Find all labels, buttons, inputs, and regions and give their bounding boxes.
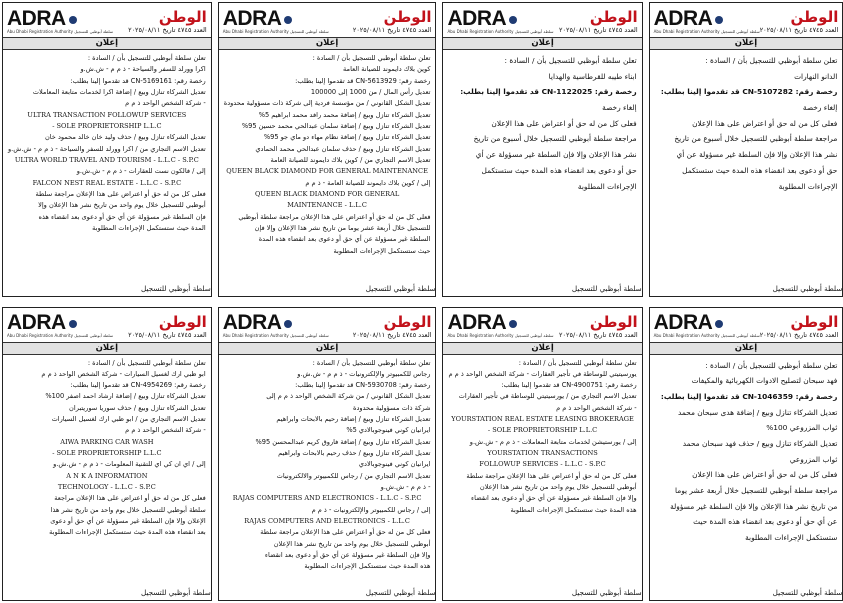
notice-line: رخصة رقم: CN-5613929 قد تقدموا إلينا بطلب: xyxy=(295,76,431,85)
notice-line: تعديل الشركاء تنازل وبيع / إضافة هدى سبحان محمد xyxy=(678,407,838,417)
adra-subtitle: Abu Dhabi Registration Authority سلطة أبوظبي للتسجيل xyxy=(447,28,554,34)
adra-wordmark: ADRA xyxy=(222,311,282,334)
notice-line: تعديل الشركاء تنازل وبيع / حذف رحيم بالابحات وابراهيم xyxy=(278,449,431,458)
newspaper-masthead xyxy=(760,313,839,339)
notice-masthead xyxy=(219,308,436,342)
logo-dot-icon xyxy=(715,16,723,24)
adra-wordmark: ADRA xyxy=(653,6,713,30)
notice-line: فعلى كل من له حق أو اعتراض على هذا الإعلان xyxy=(692,118,838,128)
notice-signature: سلطة أبوظبي للتسجيل xyxy=(571,588,642,597)
notice-line: RAJAS COMPUTERS AND ELECTRONICS - L.L.C xyxy=(244,517,410,526)
adra-wordmark: ADRA xyxy=(222,6,282,30)
notice-title: إعلان xyxy=(219,37,436,50)
notice-line: - شركة الشخص الواحد ذ م م xyxy=(556,403,637,412)
notice-line: عن أي حق أو دعوى بعد انقضاء هذه المدة حيث xyxy=(693,517,838,527)
newspaper-masthead xyxy=(559,313,638,339)
notice-line: بعد انقضاء هذه المدة حيث ستستكمل الإجراءات المطلوبة xyxy=(49,528,206,537)
notice-line: تعديل الشركاء تنازل وبيع / إضافة نظام مهاء دو ماي جو 95% xyxy=(263,133,431,142)
notice-line: تعلن سلطة أبوظبي للتسجيل بأن / السادة : xyxy=(705,56,838,65)
notice-line: أبوظبي للتسجيل خلال يوم واحد من تاريخ نشر هذا الإعلان xyxy=(479,483,637,492)
notice-title: إعلان xyxy=(219,342,436,355)
notice-line: يورسيتيتي للوساطة في تأجير العقارات - شركة الشخص الواحد ذ م م xyxy=(448,369,637,378)
adra-subtitle: Abu Dhabi Registration Authority سلطة أبوظبي للتسجيل xyxy=(7,333,114,338)
newspaper-name: الوطن xyxy=(383,8,432,26)
logo-dot-icon xyxy=(69,16,77,24)
notice-line: - SOLE PROPRIETORSHIP L.L.C xyxy=(52,449,162,458)
notice-card xyxy=(649,2,843,297)
newspaper-masthead xyxy=(353,313,432,339)
notice-line: رجاس للكمبيوتر والإلكترونيات - ذ م م - ش.ش.و xyxy=(297,369,431,378)
notice-line: - SOLE PROPRIETORSHIP L.L.C xyxy=(52,121,162,130)
notice-line: رخصة رقم: CN-5107282 قد تقدموا إلينا بطلب: xyxy=(660,87,838,97)
notice-line: AIWA PARKING CAR WASH xyxy=(60,437,154,446)
notice-body xyxy=(3,355,211,587)
notice-signature: سلطة أبوظبي للتسجيل xyxy=(365,588,436,597)
notice-signature: سلطة أبوظبي للتسجيل xyxy=(772,283,843,293)
notice-signature: سلطة أبوظبي للتسجيل xyxy=(141,588,211,597)
notice-line: مراجعة سلطة أبوظبي للتسجيل خلال أسبوع من تاريخ xyxy=(674,134,838,144)
notice-line: رخصة رقم: CN-5169161 قد تقدموا إلينا بطلب: xyxy=(70,76,206,85)
notice-line: تعلن سلطة أبوظبي للتسجيل بأن / السادة : xyxy=(87,54,206,62)
newspaper-name: الوطن xyxy=(589,8,638,26)
notice-line: من تاريخ نشر هذا الإعلان وإلا فإن السلطة غير مسؤولة xyxy=(670,501,838,511)
issue-date: العدد ٤٧٤٥ تاريخ ٢٠٢٥/٠٨/١١ xyxy=(558,26,638,34)
notice-line: تعلن سلطة أبوظبي للتسجيل بأن / السادة : xyxy=(312,358,431,367)
logo-dot-icon xyxy=(715,320,723,328)
notice-card xyxy=(442,307,642,602)
notice-line: رخصة رقم: CN-4900751 قد تقدموا إلينا بطلب: xyxy=(501,381,637,390)
notice-line: - شركة الشخص الواحد ذ م م xyxy=(125,99,206,108)
notice-line: اكرا وورلد للسفر والسياحة - ذ م م - ش.ش.و xyxy=(80,65,206,74)
logo-dot-icon xyxy=(284,320,292,328)
notice-line: رخصة رقم: CN-1046359 قد تقدموا إلينا بطلب: xyxy=(660,391,838,401)
notice-line: FALCON NEST REAL ESTATE - L.L.C - S.P.C xyxy=(32,178,182,187)
notice-line: إلى / كوين بلاك دايموند للصيانة العامة - ذ م م xyxy=(305,178,431,187)
newspaper-name: الوطن xyxy=(158,8,207,26)
notice-card xyxy=(2,2,212,297)
logo-dot-icon xyxy=(509,320,517,328)
notice-masthead xyxy=(650,3,843,37)
notice-line: مراجعة سلطة أبوظبي للتسجيل خلال أربعة عشر يوما xyxy=(675,486,838,495)
notice-line: ثواب المزروعي xyxy=(789,454,838,464)
notice-line: كوين بلاك دايموند للصيانة العامة xyxy=(343,65,431,74)
notice-line: الدانو النهارات xyxy=(794,71,838,81)
notice-line: تعديل الاسم التجاري من / كوين بلاك دايموند للصيانة العامة xyxy=(270,155,431,164)
notice-line: المدة حيث ستستكمل الإجراءات المطلوبة xyxy=(92,223,206,232)
notice-line: أبوظبي للتسجيل خلال يوم واحد من تاريخ نشر هذا الإعلان وإلا xyxy=(38,201,206,210)
notice-line: MAINTENANCE - L.L.C xyxy=(287,201,367,210)
adra-logo xyxy=(447,6,554,34)
notice-line: ابناء طيبه للقرطاسية والهدايا xyxy=(548,71,637,81)
notice-line: تعديل الشركاء تنازل وبيع / إضافة سلمان عبدالحي محمد حسين 95% xyxy=(241,121,431,130)
notice-body xyxy=(443,50,641,282)
notice-masthead xyxy=(3,308,211,342)
notice-signature: سلطة أبوظبي للتسجيل xyxy=(365,283,436,293)
newspaper-name: الوطن xyxy=(383,312,432,331)
issue-date: العدد ٤٧٤٥ تاريخ ٢٠٢٥/٠٨/١١ xyxy=(759,26,839,34)
newspaper-name: الوطن xyxy=(790,312,839,331)
issue-date: العدد ٤٧٤٥ تاريخ ٢٠٢٥/٠٨/١١ xyxy=(128,26,207,34)
notice-line: - شركة الشخص الواحد ذ م م xyxy=(125,426,206,435)
notice-line: تعلن سلطة أبوظبي للتسجيل بأن / السادة : xyxy=(705,360,838,370)
notice-line: تعديل الشركاء تنازل وبيع / إضافة محمد رافد محمد ابراهيم 5% xyxy=(258,110,431,119)
notice-line: نشر هذا الإعلان وإلا فإن السلطة غير مسؤولة عن أي xyxy=(676,150,838,160)
notice-masthead xyxy=(443,308,641,342)
notice-line: فعلى كل من له حق أو اعتراض على هذا الإعلان مراجعة سلطة xyxy=(260,528,431,537)
notice-body xyxy=(3,50,211,282)
notice-line: مراجعة سلطة أبوظبي للتسجيل خلال أسبوع من تاريخ xyxy=(473,134,637,144)
issue-date: العدد ٤٧٤٥ تاريخ ٢٠٢٥/٠٨/١١ xyxy=(558,330,638,339)
notice-line: تعلن سلطة أبوظبي للتسجيل بأن / السادة : xyxy=(518,358,637,367)
notice-line: وإلا فإن السلطة غير مسؤولة عن أي حق أو دعوى بعد انقضاء xyxy=(471,494,637,503)
notice-line: ابو ظبي ارك لغسيل السيارات - شركة الشخص الواحد ذ م م xyxy=(41,369,206,378)
notice-line: فعلى كل من له حق أو اعتراض على هذا الإعلان مراجعة سلطة xyxy=(466,471,637,480)
notice-line: TECHNOLOGY - L.L.C - S.P.C xyxy=(57,483,156,492)
newspaper-name: الوطن xyxy=(790,8,839,26)
notice-line: نشر هذا الإعلان وإلا فإن السلطة غير مسؤولة عن أي xyxy=(475,150,637,160)
issue-date: العدد ٤٧٤٥ تاريخ ٢٠٢٥/٠٨/١١ xyxy=(759,330,839,339)
notice-line: فإن السلطة غير مسؤولة عن أي حق أو دعوى بعد انقضاء هذه xyxy=(38,212,206,221)
notice-line: الإجراءات المطلوبة xyxy=(577,181,637,191)
notice-line: - SOLE PROPRIETORSHIP L.L.C xyxy=(487,426,598,435)
logo-dot-icon xyxy=(509,16,517,24)
notice-line: RAJAS COMPUTERS AND ELECTRONICS - L.L.C - S.P.C xyxy=(232,494,422,503)
notice-line: تعديل الاسم التجاري من / رجاس للكمبيوتر والالكترونيات xyxy=(276,471,431,480)
notice-line: ايرانيان كوني فينوجوبالادي 5% xyxy=(346,426,431,435)
notice-body xyxy=(219,355,436,587)
notice-line: رخصة رقم: CN-5930708 قد تقدموا إلينا بطلب: xyxy=(295,381,431,390)
adra-wordmark: ADRA xyxy=(7,311,66,334)
notice-line: فعلى كل من له حق أو اعتراض على هذا الإعلان مراجعة xyxy=(54,494,206,503)
adra-logo xyxy=(7,6,114,34)
notice-line: تعديل الشركاء تنازل وبيع / إضافة رحيم بالابحات وابراهيم xyxy=(276,415,431,424)
notice-title: إعلان xyxy=(3,342,211,355)
notice-title: إعلان xyxy=(443,342,641,355)
notice-line: هذه المدة حيث ستستكمل الإجراءات المطلوبة xyxy=(510,505,637,514)
notice-card xyxy=(442,2,642,297)
notice-line: فعلى كل من له حق أو اعتراض على هذا الإعلان xyxy=(491,118,637,128)
notice-signature: سلطة أبوظبي للتسجيل xyxy=(571,283,642,293)
notice-line: إلى / رجاس للكمبيوتر والإلكترونيات - ذ م م xyxy=(311,505,431,514)
notice-line: فعلى كل من له حق أو اعتراض على هذا الإعلان مراجعة سلطة أبوظبي xyxy=(238,212,431,221)
notice-line: تعديل الشركاء تنازل وبيع / إضافة اكرا لخدمات متابعة المعاملات xyxy=(32,87,206,96)
notice-card xyxy=(218,307,437,602)
notice-line: - ذ م م - ش.ش.و xyxy=(380,483,431,492)
notice-masthead xyxy=(219,3,436,37)
issue-date: العدد ٤٧٤٥ تاريخ ٢٠٢٥/٠٨/١١ xyxy=(352,330,432,339)
adra-logo xyxy=(223,313,329,338)
notice-line: تعديل الشركاء تنازل وبيع / إضافة فاروق كريم عبدالمحسن 95% xyxy=(255,437,431,446)
notice-title: إعلان xyxy=(443,37,641,50)
notice-line: للتسجيل خلال أربعة عشر يوما من تاريخ نشر هذا الإعلان وإلا فإن xyxy=(254,223,431,232)
notice-line: تعلن سلطة أبوظبي للتسجيل بأن / السادة : xyxy=(312,54,431,62)
notice-body xyxy=(219,50,436,282)
notice-line: إلى / اي ان كي اي للتقنية المعلومات - ذ م م - ش.ش.و xyxy=(53,460,206,469)
notice-card xyxy=(218,2,437,297)
adra-subtitle: Abu Dhabi Registration Authority سلطة أبوظبي للتسجيل xyxy=(653,333,760,338)
notice-line: هذه المدة حيث ستستكمل الإجراءات المطلوبة xyxy=(304,562,431,571)
newspaper-masthead xyxy=(128,8,207,34)
notice-masthead xyxy=(3,3,211,37)
notice-title: إعلان xyxy=(3,37,211,50)
adra-wordmark: ADRA xyxy=(447,6,507,30)
adra-subtitle: Abu Dhabi Registration Authority سلطة أبوظبي للتسجيل xyxy=(653,28,760,34)
newspaper-masthead xyxy=(353,8,432,34)
notices-grid xyxy=(2,2,843,601)
notice-title: إعلان xyxy=(650,37,843,50)
notice-line: YOURSTATION TRANSACTIONS xyxy=(487,449,598,458)
notice-line: ستستكمل الإجراءات المطلوبة xyxy=(745,533,838,543)
notice-line: تعديل الشركاء تنازل وبيع / حذف سوريا سوريتبران xyxy=(69,403,206,412)
adra-wordmark: ADRA xyxy=(447,311,507,334)
notice-line: تعديل الاسم التجاري من / ابو ظبي ارك لغسيل السيارات xyxy=(51,415,206,424)
notice-line: فعلى كل من له حق أو اعتراض على هذا الإعلان مراجعة سلطة xyxy=(35,189,206,198)
notice-line: أبوظبي للتسجيل خلال يوم واحد من تاريخ نشر هذا الإعلان xyxy=(273,539,431,548)
adra-logo xyxy=(7,313,113,338)
notice-line: تعديل الاسم التجاري من / اكرا وورلد للسفر والسياحة - ذ م م - ش.ش.و xyxy=(8,144,206,153)
notice-line: سلطة أبوظبي للتسجيل خلال يوم واحد من تاريخ نشر هذا xyxy=(50,505,206,514)
notice-line: A N K A INFORMATION xyxy=(66,471,148,480)
newspaper-name: الوطن xyxy=(589,312,638,331)
notice-line: إلغاء رخصة xyxy=(802,103,838,113)
notice-line: حق أو دعوى بعد انقضاء هذه المدة حيث ستستكمل xyxy=(682,165,838,175)
notice-body xyxy=(443,355,641,587)
notice-line: رخصة رقم: CN-4954269 قد تقدموا إلينا بطلب: xyxy=(70,381,206,390)
notice-line: FOLLOWUP SERVICES - L.L.C - S.P.C xyxy=(479,460,606,469)
notice-line: YOURSTATION REAL ESTATE LEASING BROKERAGE xyxy=(451,415,634,424)
notice-line: تعديل الشركاء تنازل وبيع / حذف وليد خان خالد محمود خان xyxy=(44,133,206,142)
notice-line: الإجراءات المطلوبة xyxy=(778,181,838,191)
notice-line: حق أو دعوى بعد انقضاء هذه المدة حيث ستستكمل xyxy=(481,165,637,175)
adra-subtitle: Abu Dhabi Registration Authority سلطة أبوظبي للتسجيل xyxy=(447,333,554,338)
adra-wordmark: ADRA xyxy=(7,6,66,30)
notice-line: QUEEN BLACK DIAMOND FOR GENERAL MAINTENANCE xyxy=(226,167,428,176)
notice-line: فعلى كل من له حق أو اعتراض على هذا الإعلان xyxy=(692,470,838,480)
notice-line: QUEEN BLACK DIAMOND FOR GENERAL xyxy=(254,189,400,198)
newspaper-masthead xyxy=(559,8,638,34)
logo-dot-icon xyxy=(69,320,77,328)
notice-line: تعلن سلطة أبوظبي للتسجيل بأن / السادة : xyxy=(504,56,637,65)
notice-line: الإعلان وإلا فإن السلطة غير مسؤولة عن أي حق أو دعوى xyxy=(50,517,206,526)
notice-line: تعديل الشركاء تنازل وبيع / حذف فهد سبحان محمد xyxy=(682,438,838,448)
notice-line: فهد سبحان لتصليح الادوات الكهربائية والمكيفات xyxy=(691,376,838,386)
notice-line: تعديل الشركاء تنازل وبيع / إضافة ارشاد احمد اصفر 100% xyxy=(45,392,206,401)
notice-signature: سلطة أبوظبي للتسجيل xyxy=(772,588,843,597)
notice-line: ULTRA WORLD TRAVEL AND TOURISM - L.L.C - S.P.C xyxy=(14,155,199,164)
notice-line: شركة ذات مسؤولية محدودة xyxy=(353,403,431,412)
issue-date: العدد ٤٧٤٥ تاريخ ٢٠٢٥/٠٨/١١ xyxy=(128,330,207,339)
adra-logo xyxy=(653,6,760,34)
newspaper-masthead xyxy=(128,313,207,339)
notice-title: إعلان xyxy=(650,342,843,355)
newspaper-masthead xyxy=(760,8,839,34)
notice-masthead xyxy=(650,308,843,342)
notice-line: إلغاء رخصة xyxy=(602,103,637,113)
notice-line: تعديل الشكل القانوني / من مؤسسة فردية إلى شركة ذات مسؤولية محدودة xyxy=(223,99,431,108)
adra-logo xyxy=(654,313,760,338)
adra-logo xyxy=(222,6,329,34)
notice-line: ثواب المزروعي 100% xyxy=(766,423,838,433)
notice-line: إلى / فالكون نست للعقارات - ذ م م - ش.ش.و xyxy=(76,167,206,176)
logo-dot-icon xyxy=(284,16,292,24)
newspaper-name: الوطن xyxy=(158,312,207,331)
notice-line: تعديل الشكل القانوني / من شركة الشخص الواحد ذ م م إلى xyxy=(266,392,431,401)
notice-card xyxy=(649,307,843,602)
notice-line: السلطة غير مسؤولة عن أي حق أو دعوى بعد انقضاء هذه المدة xyxy=(258,235,431,244)
notice-line: وإلا فإن السلطة غير مسؤولة عن أي حق أو دعوى بعد انقضاء xyxy=(264,551,431,560)
notice-body xyxy=(650,355,843,587)
notice-line: إلى / يورستيشن لخدمات متابعة المعاملات - ذ م م - ش.ش.و xyxy=(469,437,637,446)
adra-logo xyxy=(447,313,553,338)
adra-subtitle: Abu Dhabi Registration Authority سلطة أبوظبي للتسجيل xyxy=(7,28,114,34)
notice-line: تعديل الشركاء تنازل وبيع / حذف سلمان عبدالحي محمد الحمادي xyxy=(255,144,431,153)
notice-line: تعديل الاسم التجاري من / يورسيتيتي للوساطة في تأجير العقارات xyxy=(458,392,637,401)
notice-line: رخصة رقم: CN-1122025 قد تقدموا إلينا بطلب: xyxy=(460,87,637,97)
adra-subtitle: Abu Dhabi Registration Authority سلطة أبوظبي للتسجيل xyxy=(222,333,329,338)
notice-masthead xyxy=(443,3,641,37)
adra-wordmark: ADRA xyxy=(653,311,713,334)
adra-subtitle: Abu Dhabi Registration Authority سلطة أبوظبي للتسجيل xyxy=(222,28,329,34)
notice-card xyxy=(2,307,212,602)
notice-line: ايرانيان كوني فينوجوبالادي xyxy=(358,460,431,469)
notice-signature: سلطة أبوظبي للتسجيل xyxy=(141,283,211,293)
issue-date: العدد ٤٧٤٥ تاريخ ٢٠٢٥/٠٨/١١ xyxy=(352,26,432,34)
notice-line: حيث ستستكمل الإجراءات المطلوبة xyxy=(333,246,431,255)
notice-line: تعديل رأس المال / من 1000 إلى 100000 xyxy=(310,87,431,96)
notice-body xyxy=(650,50,843,282)
notice-line: تعلن سلطة أبوظبي للتسجيل بأن / السادة : xyxy=(87,358,206,367)
notice-line: ULTRA TRANSACTION FOLLOWUP SERVICES xyxy=(27,110,187,119)
